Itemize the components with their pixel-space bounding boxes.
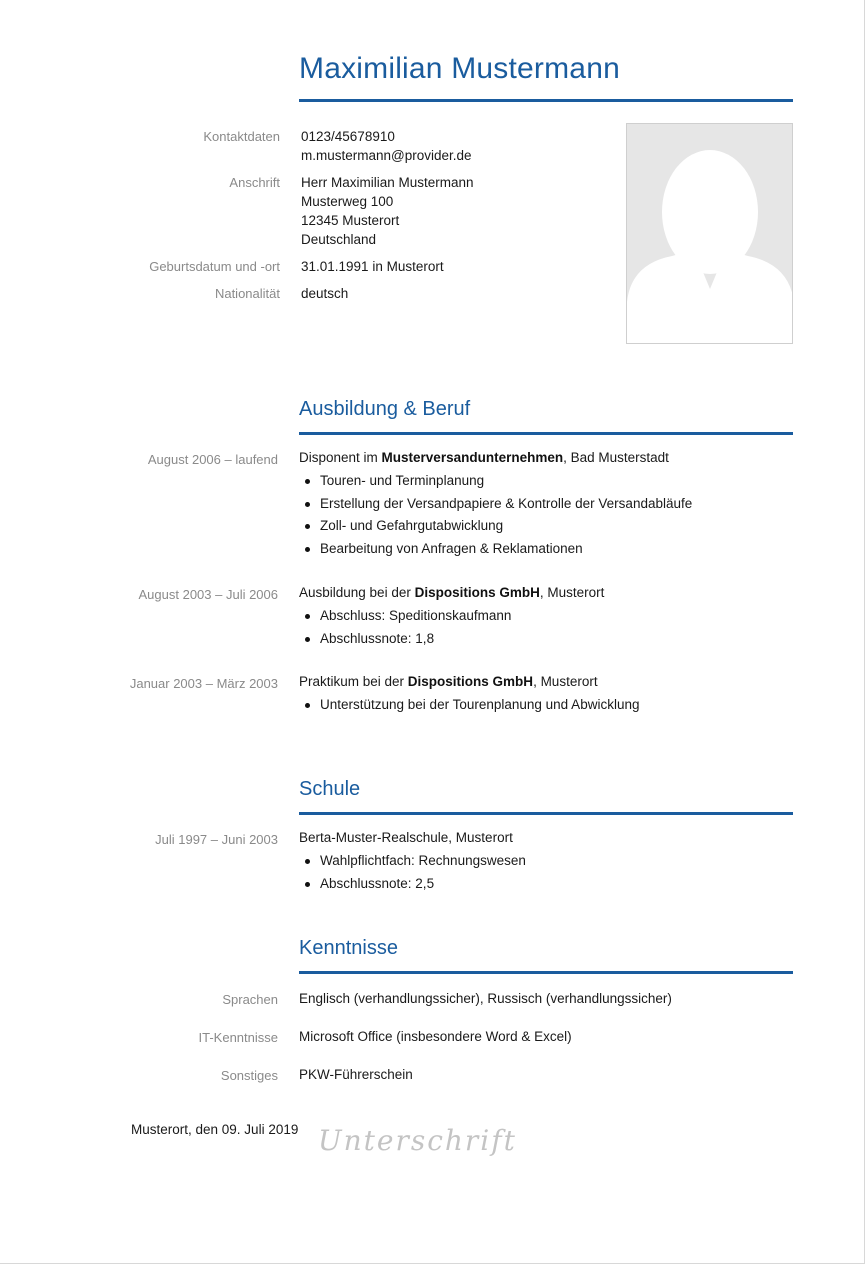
address-line: Herr Maximilian Mustermann	[301, 175, 474, 190]
nationality-value: deutsch	[301, 286, 349, 301]
section-divider	[299, 812, 793, 815]
skill-value: Microsoft Office (insbesondere Word & Excel)	[299, 1029, 572, 1044]
list-item: Wahlpflichtfach: Rechnungswesen	[299, 850, 526, 873]
address-value	[301, 173, 474, 249]
birth-value: 31.01.1991 in Musterort	[301, 259, 444, 274]
skill-label: Sonstiges	[220, 1068, 278, 1083]
entry-title: Ausbildung bei der Dispositions GmbH, Musterort	[299, 585, 605, 600]
address-line: Musterweg 100	[301, 194, 394, 209]
entry-period: August 2006 – laufend	[147, 452, 278, 467]
employer-name: Musterversandunternehmen	[381, 450, 564, 465]
skill-label: IT-Kenntnisse	[198, 1030, 278, 1045]
entry-title: Praktikum bei der Dispositions GmbH, Musterort	[299, 674, 598, 689]
section-title-skills: Kenntnisse	[299, 937, 398, 959]
entry-bullet-list	[299, 850, 526, 895]
list-item: Abschlussnote: 1,8	[299, 628, 511, 651]
entry-period: August 2003 – Juli 2006	[138, 587, 278, 602]
signature: Unterschrift	[318, 1124, 517, 1157]
list-item: Unterstützung bei der Tourenplanung und Abwicklung	[299, 694, 639, 717]
person-silhouette-icon	[627, 124, 793, 344]
entry-bullet-list	[299, 694, 639, 717]
section-title-career: Ausbildung & Beruf	[299, 398, 471, 420]
entry-period: Januar 2003 – März 2003	[129, 676, 278, 691]
skill-label: Sprachen	[222, 992, 278, 1007]
entry-title: Disponent im Musterversandunternehmen, Bad Musterstadt	[299, 450, 669, 465]
skill-value: PKW-Führerschein	[299, 1067, 413, 1082]
section-divider	[299, 971, 793, 974]
list-item: Touren- und Terminplanung	[299, 470, 692, 493]
contact-label: Kontaktdaten	[203, 129, 280, 144]
address-label: Anschrift	[229, 175, 280, 190]
address-line: Deutschland	[301, 232, 377, 247]
email-address: m.mustermann@provider.de	[301, 148, 472, 163]
profile-photo-placeholder	[626, 123, 793, 344]
page-title: Maximilian Mustermann	[299, 52, 620, 85]
contact-value	[301, 127, 472, 165]
birth-label: Geburtsdatum und -ort	[149, 259, 280, 274]
employer-name: Dispositions GmbH	[407, 674, 534, 689]
entry-bullet-list	[299, 605, 511, 650]
entry-bullet-list	[299, 470, 692, 560]
list-item: Erstellung der Versandpapiere & Kontrolle der Versandabläufe	[299, 493, 692, 516]
address-line: 12345 Musterort	[301, 213, 400, 228]
entry-period: Juli 1997 – Juni 2003	[155, 832, 278, 847]
employer-name: Dispositions GmbH	[414, 585, 540, 600]
phone-number: 0123/45678910	[301, 129, 395, 144]
list-item: Abschluss: Speditionskaufmann	[299, 605, 511, 628]
section-divider	[299, 432, 793, 435]
section-title-school: Schule	[299, 778, 361, 800]
place-date: Musterort, den 09. Juli 2019	[131, 1122, 299, 1137]
title-divider	[299, 99, 793, 102]
skill-value: Englisch (verhandlungssicher), Russisch (verhandlungssicher)	[299, 991, 672, 1006]
list-item: Abschlussnote: 2,5	[299, 873, 526, 896]
school-name: Berta-Muster-Realschule, Musterort	[299, 830, 513, 845]
list-item: Zoll- und Gefahrgutabwicklung	[299, 515, 692, 538]
nationality-label: Nationalität	[214, 286, 280, 301]
list-item: Bearbeitung von Anfragen & Reklamationen	[299, 538, 692, 561]
